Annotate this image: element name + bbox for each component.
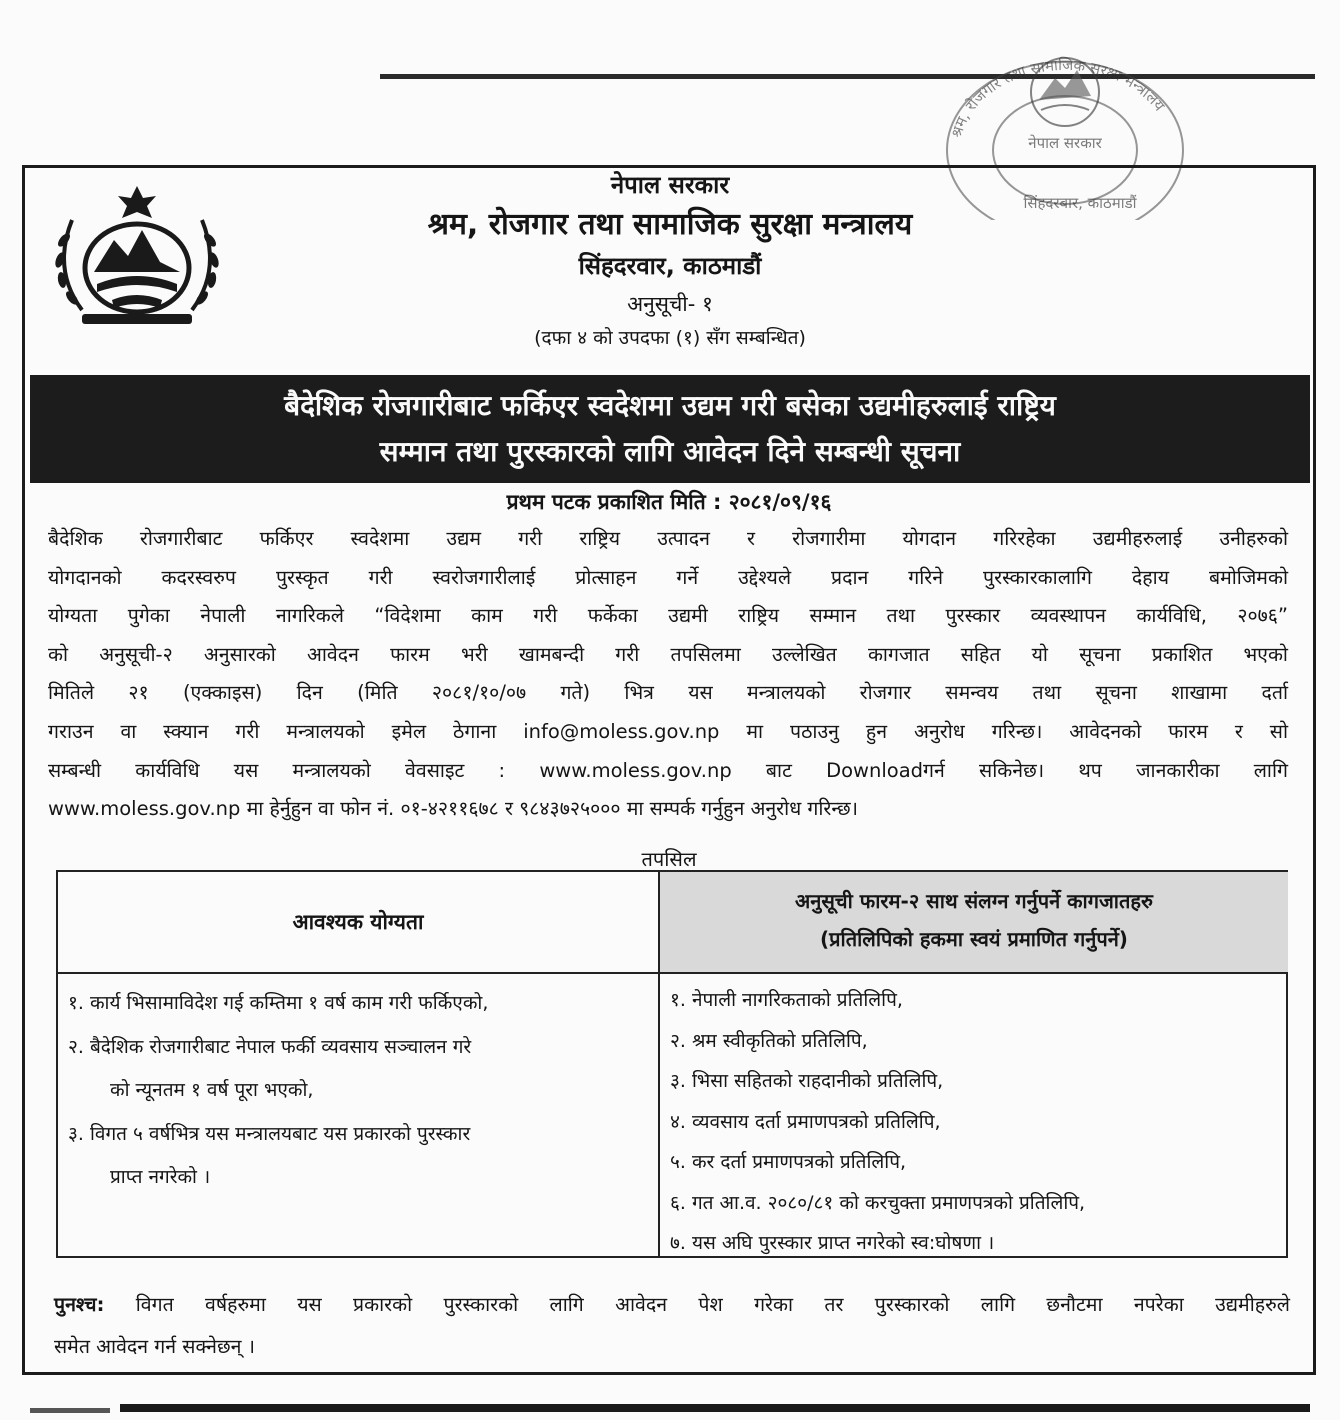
tapasil-heading: तपसिल [641, 847, 697, 871]
table-header-qualification: आवश्यक योग्यता [292, 910, 424, 934]
qualification-list [68, 982, 653, 1200]
body-line: www.moless.gov.np मा हेर्नुहुन वा फोन नं. ०१-४२११६७८ र ९८४३७२५००० मा सम्पर्क गर्नुहुन अनुरोध गरिन्छ। [48, 797, 859, 821]
list-item: १. नेपाली नागरिकताको प्रतिलिपि, [670, 989, 903, 1011]
table-row-divider [58, 972, 1286, 974]
body-line: को अनुसूची-२ अनुसारको आवेदन फारम भरी खामबन्दी गरी तपसिलमा उल्लेखित कागजात सहित यो सूचना प्रकाशित भएको [48, 642, 1288, 666]
notice-title-line-1: बैदेशिक रोजगारीबाट फर्किएर स्वदेशमा उद्यम गरी बसेका उद्यमीहरुलाई राष्ट्रिय [284, 389, 1056, 422]
bottom-rule-left [30, 1408, 110, 1413]
body-line: बैदेशिक रोजगारीबाट फर्किएर स्वदेशमा उद्यम गरी राष्ट्रिय उत्पादन र रोजगारीमा योगदान गरिरहेका उद्यमीहरुलाई उनीहरुको [48, 527, 1288, 550]
schedule-label: अनुसूची- १ [627, 292, 713, 316]
list-item: ७. यस अघि पुरस्कार प्राप्त नगरेको स्व:घोषणा । [670, 1232, 995, 1254]
table-header-documents-line-2: (प्रतिलिपिको हकमा स्वयं प्रमाणित गर्नुपर्ने) [820, 927, 1128, 951]
list-item: १. कार्य भिसामाविदेश गई कम्तिमा १ वर्ष काम गरी फर्किएको, [68, 992, 489, 1014]
table-column-divider [658, 872, 660, 1256]
nepal-government-emblem-icon [42, 180, 232, 330]
body-line: मितिले २१ (एक्काइस) दिन (मिति २०८१/१०/०७ गते) भित्र यस मन्त्रालयको रोजगार समन्वय तथा सूचना शाखामा दर्ता [48, 681, 1288, 705]
requirements-table [56, 870, 1288, 1258]
list-item: २. बैदेशिक रोजगारीबाट नेपाल फर्की व्यवसाय सञ्चालन गरे [68, 1035, 472, 1058]
postscript-label: पुनश्च: [54, 1293, 105, 1316]
government-name: नेपाल सरकार [610, 171, 730, 199]
list-item: ६. गत आ.व. २०८०/८१ को करचुक्ता प्रमाणपत्रको प्रतिलिपि, [670, 1191, 1086, 1214]
notice-title-banner [30, 375, 1310, 483]
documents-list [670, 980, 1280, 1264]
body-line: गराउन वा स्क्यान गरी मन्त्रालयको इमेल ठेगाना info@moless.gov.np मा पठाउनु हुन अनुरोध गरिन्छ। आवेदनको फारम र सो [48, 719, 1288, 743]
list-item: ५. कर दर्ता प्रमाणपत्रको प्रतिलिपि, [670, 1151, 907, 1173]
notice-title-line-2: सम्मान तथा पुरस्कारको लागि आवेदन दिने सम्बन्धी सूचना [379, 435, 961, 468]
body-line: सम्बन्धी कार्यविधि यस मन्त्रालयको वेवसाइट : www.moless.gov.np बाट Downloadगर्न सकिनेछ। थप जानकारीका लागि [48, 758, 1288, 782]
postscript [54, 1284, 1290, 1368]
stamp-text-top: नेपाल सरकार [1028, 134, 1102, 152]
table-header-documents [660, 872, 1288, 972]
stamp-text-bottom: सिंहदरबार, काठमाडौं [1023, 194, 1137, 212]
stamp-text-ring: श्रम, रोजगार तथा सामाजिक सुरक्षा मन्त्रालय [947, 55, 1169, 140]
clause-reference: (दफा ४ को उपदफा (१) सँग सम्बन्धित) [534, 327, 806, 349]
ministry-name: श्रम, रोजगार तथा सामाजिक सुरक्षा मन्त्रालय [427, 207, 913, 242]
notice-header [240, 168, 1100, 354]
list-item: को न्यूनतम १ वर्ष पूरा भएको, [110, 1079, 314, 1101]
list-item: ३. विगत ५ वर्षभित्र यस मन्त्रालयबाट यस प्रकारको पुरस्कार [68, 1122, 471, 1145]
list-item: ४. व्यवसाय दर्ता प्रमाणपत्रको प्रतिलिपि, [670, 1110, 941, 1133]
list-item: ३. भिसा सहितको राहदानीको प्रतिलिपि, [670, 1070, 944, 1092]
list-item: २. श्रम स्वीकृतिको प्रतिलिपि, [670, 1029, 868, 1052]
postscript-text-1: विगत वर्षहरुमा यस प्रकारको पुरस्कारको लागि आवेदन पेश गरेका तर पुरस्कारको लागि छनौटमा नपरेका उद्यमीहरुले [135, 1293, 1290, 1316]
list-item: प्राप्त नगरेको । [110, 1166, 211, 1188]
postscript-text-2: समेत आवेदन गर्न सक्नेछन् । [54, 1335, 256, 1358]
notice-body [48, 520, 1288, 829]
bottom-rule [120, 1404, 1310, 1412]
table-header-documents-line-1: अनुसूची फारम-२ साथ संलग्न गर्नुपर्ने कागजातहरु [795, 889, 1153, 913]
ministry-address: सिंहदरवार, काठमाडौं [578, 252, 762, 280]
body-line: योग्यता पुगेका नेपाली नागरिकले “विदेशमा काम गरी फर्केका उद्यमी राष्ट्रिय सम्मान तथा पुरस्कार व्यवस्थापन कार्यविधि, २०७६” [48, 604, 1288, 628]
postscript-line-1 [54, 1284, 1290, 1326]
publication-date: प्रथम पटक प्रकाशित मिति : २०८१/०९/१६ [506, 490, 832, 514]
body-line: योगदानको कदरस्वरुप पुरस्कृत गरी स्वरोजगारीलाई प्रोत्साहन गर्ने उद्देश्यले प्रदान गरिने पुरस्कारकालागि देहाय बमोजिमको [48, 565, 1288, 589]
